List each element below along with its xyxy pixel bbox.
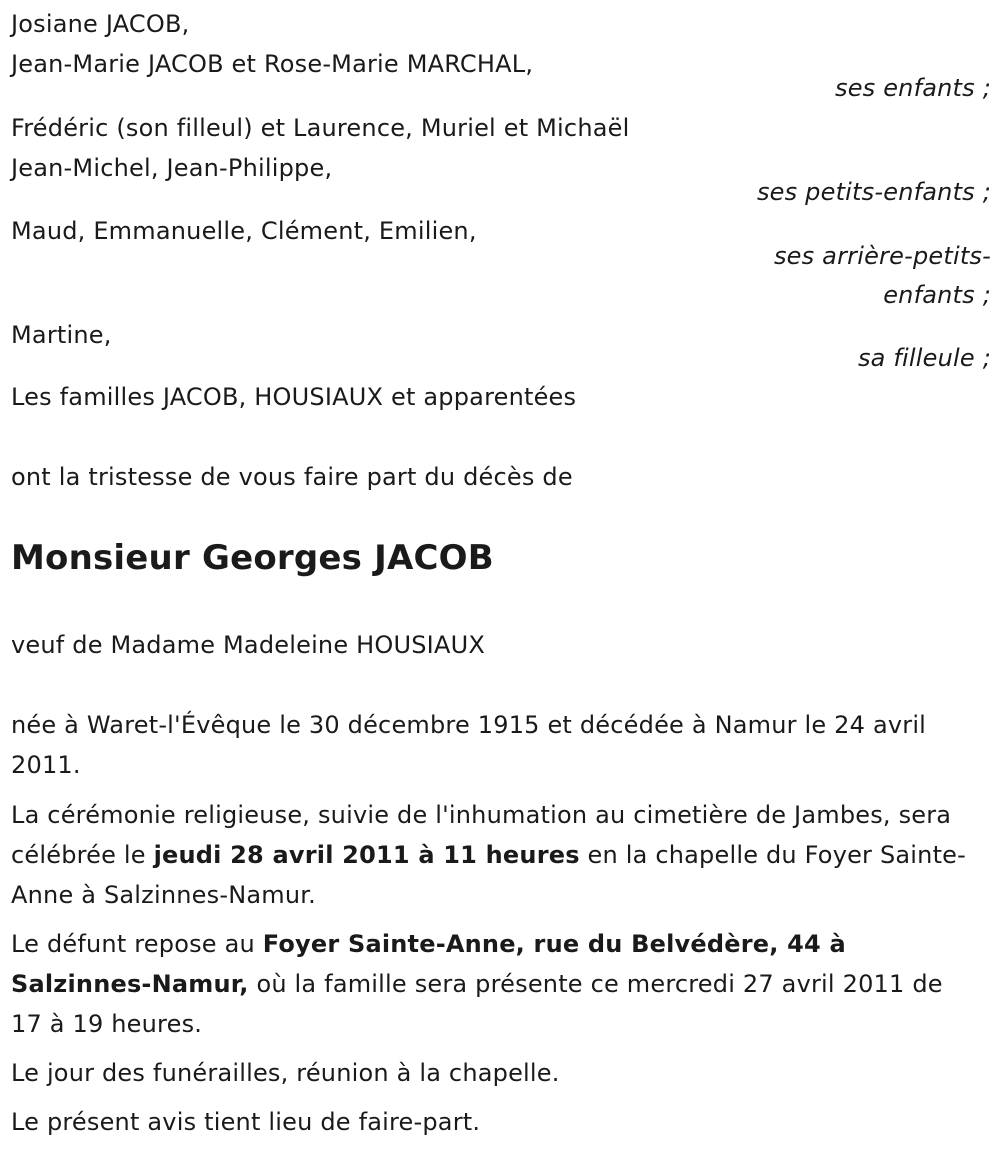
repose-paragraph: [11, 924, 971, 1044]
grandchildren-name-line: Frédéric (son filleul) et Laurence, Muriel et Michaël: [11, 114, 630, 142]
ceremony-location: en la chapelle du Foyer Sainte-Anne à Salzinnes-Namur.: [11, 841, 967, 909]
repose-text: Le défunt repose au: [11, 930, 263, 958]
notice-line: Le présent avis tient lieu de faire-part.: [11, 1108, 481, 1136]
repose-address: Foyer Sainte-Anne, rue du Belvédère, 44 à Salzinnes-Namur,: [11, 930, 846, 998]
birth-death-paragraph: née à Waret-l'Évêque le 30 décembre 1915 et décédée à Namur le 24 avril 2011.: [11, 711, 927, 779]
families-line: Les familles JACOB, HOUSIAUX et apparentées: [11, 383, 577, 411]
greatgrandchildren-role: enfants ;: [883, 281, 991, 309]
greatgrandchildren-role: ses arrière-petits-: [773, 242, 991, 270]
funeral-day-line: Le jour des funérailles, réunion à la chapelle.: [11, 1059, 560, 1087]
widow-line: veuf de Madame Madeleine HOUSIAUX: [11, 631, 485, 659]
ceremony-text: La cérémonie religieuse, suivie de l'inhumation au cimetière de Jambes, sera célébrée le: [11, 801, 952, 869]
repose-visiting-hours: où la famille sera présente ce mercredi 27 avril 2011 de 17 à 19 heures.: [11, 970, 943, 1038]
deceased-name: Monsieur Georges JACOB: [11, 538, 494, 578]
children-name-line: Josiane JACOB,: [11, 10, 190, 38]
greatgrandchildren-name-line: Maud, Emmanuelle, Clément, Emilien,: [11, 217, 477, 245]
goddaughter-role: sa filleule ;: [857, 344, 991, 372]
grandchildren-name-line: Jean-Michel, Jean-Philippe,: [11, 154, 333, 182]
children-role: ses enfants ;: [835, 74, 991, 102]
ceremony-paragraph: [11, 795, 971, 915]
announcement-intro: ont la tristesse de vous faire part du décès de: [11, 463, 573, 491]
goddaughter-name-line: Martine,: [11, 321, 112, 349]
children-name-line: Jean-Marie JACOB et Rose-Marie MARCHAL,: [11, 50, 534, 78]
ceremony-date: jeudi 28 avril 2011 à 11 heures: [153, 841, 580, 869]
grandchildren-role: ses petits-enfants ;: [756, 178, 991, 206]
